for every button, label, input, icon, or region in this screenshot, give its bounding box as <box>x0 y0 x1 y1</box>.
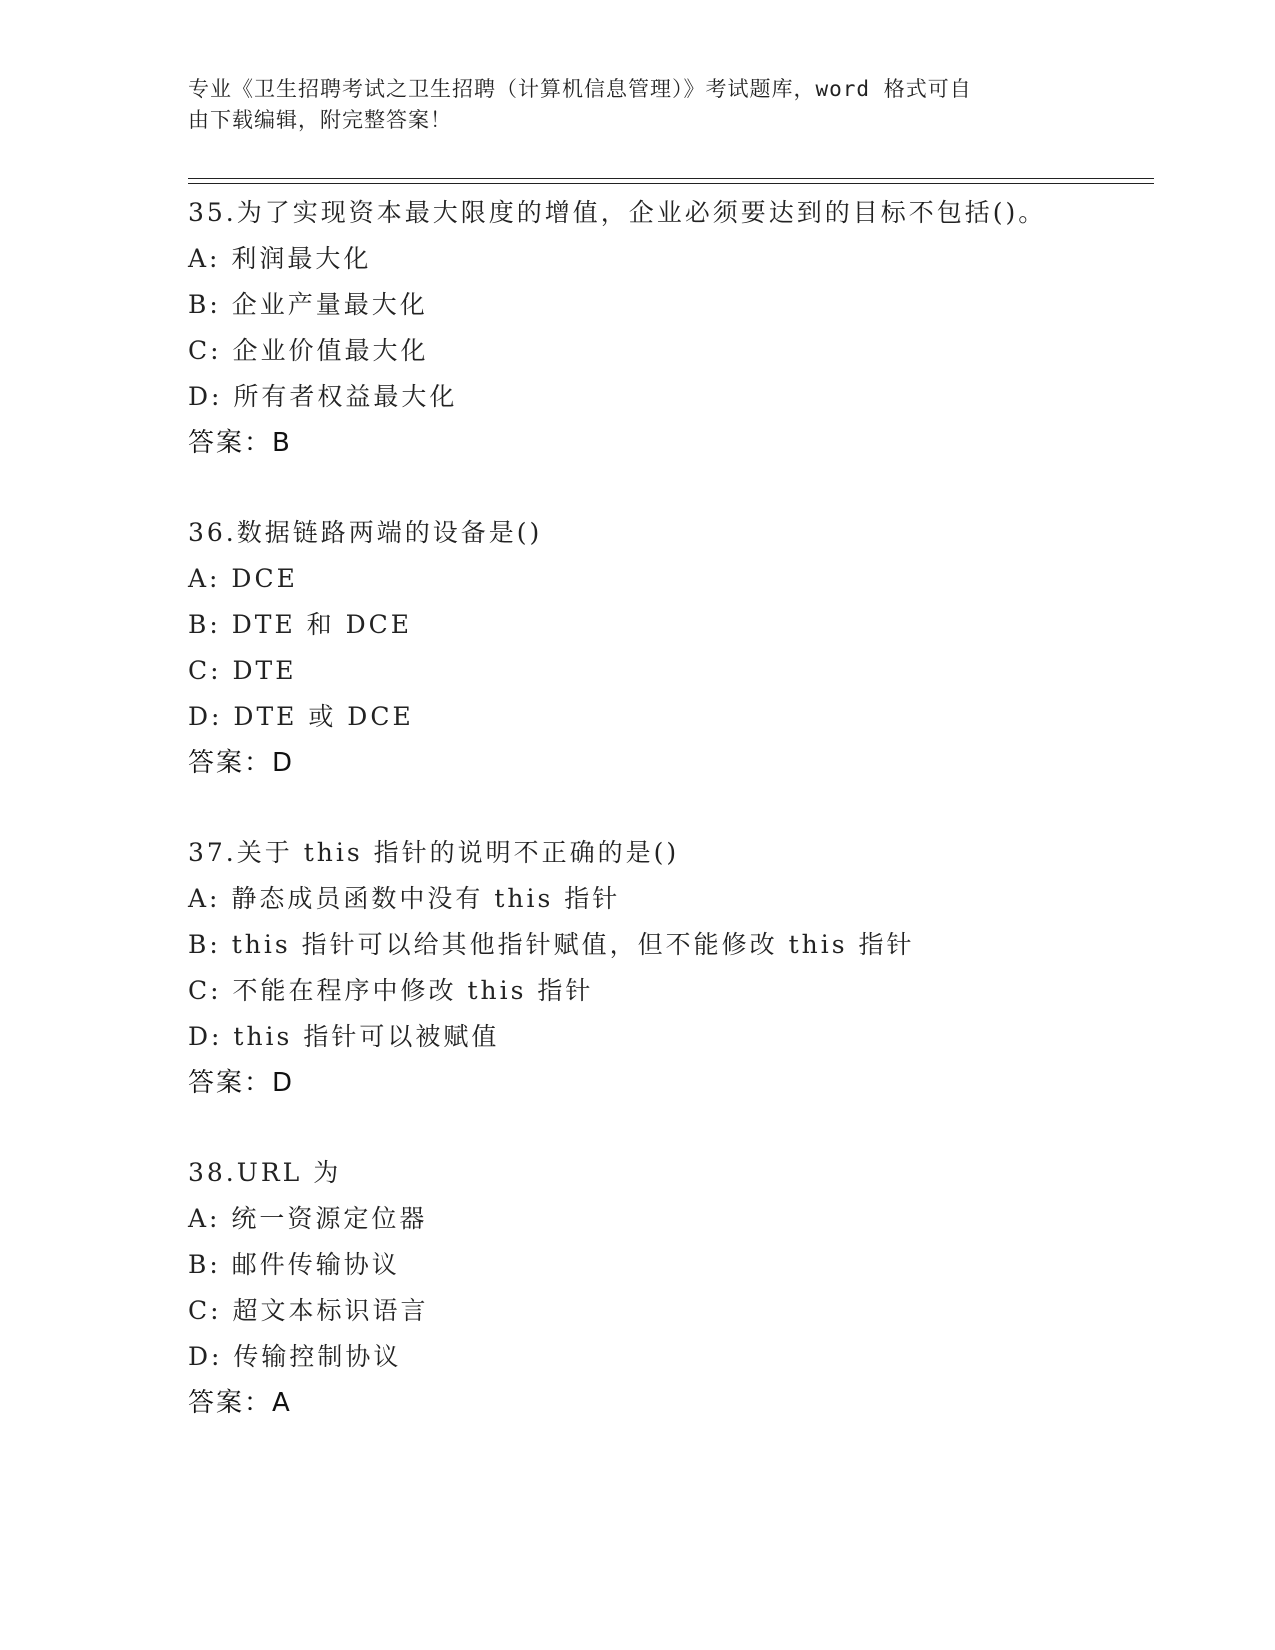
question-stem: 38.URL 为 <box>188 1158 342 1187</box>
header-line-1: 专业《卫生招聘考试之卫生招聘（计算机信息管理）》考试题库，word 格式可自 <box>188 77 972 101</box>
question-38 <box>188 1150 1148 1426</box>
option-b: B: 企业产量最大化 <box>188 290 428 319</box>
option-c: C: 不能在程序中修改 this 指针 <box>188 976 594 1005</box>
option-c: C: 企业价值最大化 <box>188 336 429 365</box>
answer: 答案：B <box>188 428 292 458</box>
question-list <box>188 190 1148 1470</box>
option-d: D: DTE 或 DCE <box>188 702 414 731</box>
question-stem: 36.数据链路两端的设备是() <box>188 518 543 547</box>
option-c: C: 超文本标识语言 <box>188 1296 429 1325</box>
option-b: B: this 指针可以给其他指针赋值，但不能修改 this 指针 <box>188 930 915 959</box>
header-divider-bottom <box>188 183 1154 184</box>
option-d: D: 所有者权益最大化 <box>188 382 458 411</box>
question-stem: 37.关于 this 指针的说明不正确的是() <box>188 838 680 867</box>
option-a: A: DCE <box>188 564 298 593</box>
header-line-2: 由下载编辑，附完整答案！ <box>188 108 452 132</box>
option-b: B: 邮件传输协议 <box>188 1250 400 1279</box>
option-d: D: this 指针可以被赋值 <box>188 1022 500 1051</box>
question-36 <box>188 510 1148 786</box>
option-b: B: DTE 和 DCE <box>188 610 413 639</box>
question-stem: 35.为了实现资本最大限度的增值，企业必须要达到的目标不包括()。 <box>188 198 1047 227</box>
answer: 答案：A <box>188 1388 292 1418</box>
option-c: C: DTE <box>188 656 297 685</box>
option-a: A: 统一资源定位器 <box>188 1204 428 1233</box>
answer: 答案：D <box>188 1068 295 1098</box>
option-a: A: 利润最大化 <box>188 244 372 273</box>
document-header <box>188 74 1068 136</box>
answer: 答案：D <box>188 748 295 778</box>
question-37 <box>188 830 1148 1106</box>
option-d: D: 传输控制协议 <box>188 1342 402 1371</box>
option-a: A: 静态成员函数中没有 this 指针 <box>188 884 621 913</box>
question-35 <box>188 190 1148 466</box>
header-divider-top <box>188 178 1154 179</box>
